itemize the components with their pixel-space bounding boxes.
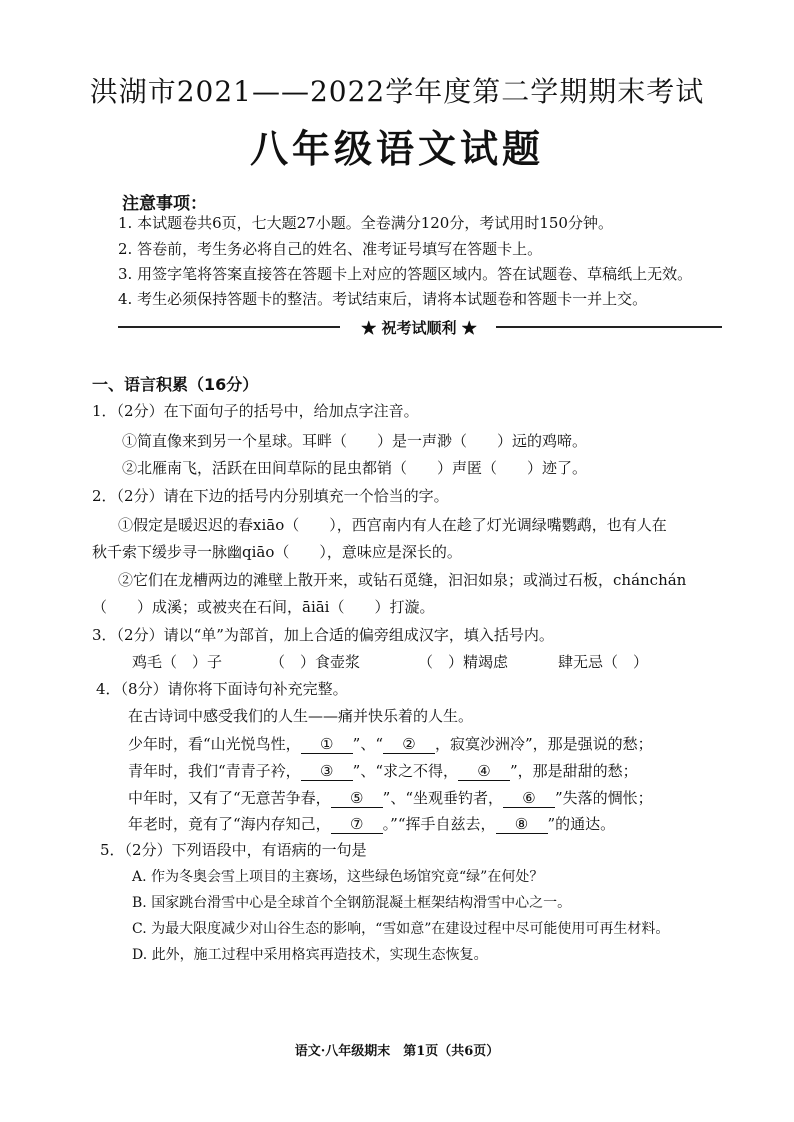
divider-line-left (118, 326, 340, 328)
question-4-line (128, 787, 653, 808)
line-text: ”的通达。 (547, 815, 616, 833)
notice-item: 4. 考生必须保持答题卡的整洁。考试结束后，请将本试题卷和答题卡一并上交。 (118, 290, 648, 308)
answer-blank[interactable]: ⑤ (331, 789, 383, 808)
question-5-option: D. 此外，施工过程中采用格宾再造技术，实现生态恢复。 (132, 947, 488, 963)
answer-blank[interactable]: ⑦ (331, 815, 383, 834)
line-text: 少年时，看“山光悦鸟性， (128, 735, 301, 753)
answer-blank[interactable]: ③ (301, 762, 353, 781)
notice-item: 2. 答卷前，考生务必将自己的姓名、准考证号填写在答题卡上。 (118, 240, 543, 258)
question-5-option: B. 国家跳台滑雪中心是全球首个全钢筋混凝土框架结构滑雪中心之一。 (132, 895, 572, 911)
question-4-line (128, 813, 615, 834)
answer-blank[interactable]: ⑥ (503, 789, 555, 808)
line-text: 青年时，我们“青青子衿， (128, 762, 301, 780)
question-3-option: （ ）食壶浆 (270, 653, 361, 671)
question-4-line (128, 733, 653, 754)
question-3-option: （ ）精竭虑 (418, 653, 509, 671)
answer-blank[interactable]: ⑧ (496, 815, 548, 834)
page-footer: 语文·八年级期末 第1页（共6页） (294, 1044, 500, 1059)
question-2-line: （ ）成溪；或被夹在石间，āiāi（ ）打漩。 (92, 598, 435, 616)
question-3-stem: 3．（2分）请以“单”为部首，加上合适的偏旁组成汉字，填入括号内。 (92, 626, 554, 644)
question-4-intro: 在古诗词中感受我们的人生——痛并快乐着的人生。 (128, 707, 474, 725)
question-5-stem: 5．（2分）下列语段中，有语病的一句是 (100, 841, 367, 859)
wish-divider (118, 317, 722, 337)
answer-blank[interactable]: ① (301, 735, 353, 754)
question-2-line: ①假定是暖迟迟的春xiāo（ ），西宫南内有人在趁了灯光调绿嘴鹦鹉，也有人在 (118, 516, 667, 534)
question-2-stem: 2．（2分）请在下边的括号内分别填充一个恰当的字。 (92, 487, 449, 505)
section-title: 一、语言积累（16分） (92, 375, 259, 394)
line-text: ”、“坐观垂钓者， (382, 789, 504, 807)
line-text: ”、“求之不得， (352, 762, 459, 780)
question-5-option: A. 作为冬奥会雪上项目的主赛场，这些绿色场馆究竟“绿”在何处？ (132, 869, 544, 885)
exam-title: 洪湖市2021——2022学年度第二学期期末考试 (89, 75, 705, 108)
line-text: 。”“挥手自兹去， (382, 815, 496, 833)
question-1-line: ①简直像来到另一个星球。耳畔（ ）是一声渺（ ）远的鸡啼。 (122, 432, 588, 450)
line-text: ，寂寞沙洲冷”，那是强说的愁； (435, 735, 653, 753)
line-text: ”失落的惆怅； (555, 789, 653, 807)
question-1-line: ②北雁南飞，活跃在田间草际的昆虫都销（ ）声匿（ ）迹了。 (122, 459, 588, 477)
notice-item: 1. 本试题卷共6页，七大题27小题。全卷满分120分，考试用时150分钟。 (118, 214, 613, 232)
wish-text: ★ 祝考试顺利 ★ (361, 319, 477, 337)
question-3-option: 鸡毛（ ）子 (132, 653, 223, 671)
line-text: 中年时，又有了“无意苦争春， (128, 789, 331, 807)
question-2-line: ②它们在龙槽两边的滩壁上散开来，或钻石觅缝，汩汩如泉；或淌过石板，chánchán (118, 571, 687, 589)
answer-blank[interactable]: ② (383, 735, 435, 754)
notice-heading: 注意事项： (122, 194, 207, 214)
question-4-stem: 4．（8分）请你将下面诗句补充完整。 (96, 680, 348, 698)
divider-line-right (496, 326, 722, 328)
line-text: ”、“ (352, 735, 384, 753)
line-text: 年老时，竟有了“海内存知己， (128, 815, 331, 833)
question-1-stem: 1．（2分）在下面句子的括号中，给加点字注音。 (92, 402, 419, 420)
question-4-line (128, 760, 638, 781)
line-text: ”，那是甜甜的愁； (510, 762, 638, 780)
notice-item: 3. 用签字笔将答案直接答在答题卡上对应的答题区域内。答在试题卷、草稿纸上无效。 (118, 265, 693, 283)
question-3-option: 肆无忌（ ） (558, 653, 649, 671)
exam-subtitle: 八年级语文试题 (249, 127, 544, 171)
question-2-line: 秋千索下缓步寻一脉幽qiāo（ ），意味应是深长的。 (92, 543, 462, 561)
answer-blank[interactable]: ④ (458, 762, 510, 781)
question-5-option: C. 为最大限度减少对山谷生态的影响，“雪如意”在建设过程中尽可能使用可再生材料。 (132, 921, 670, 937)
